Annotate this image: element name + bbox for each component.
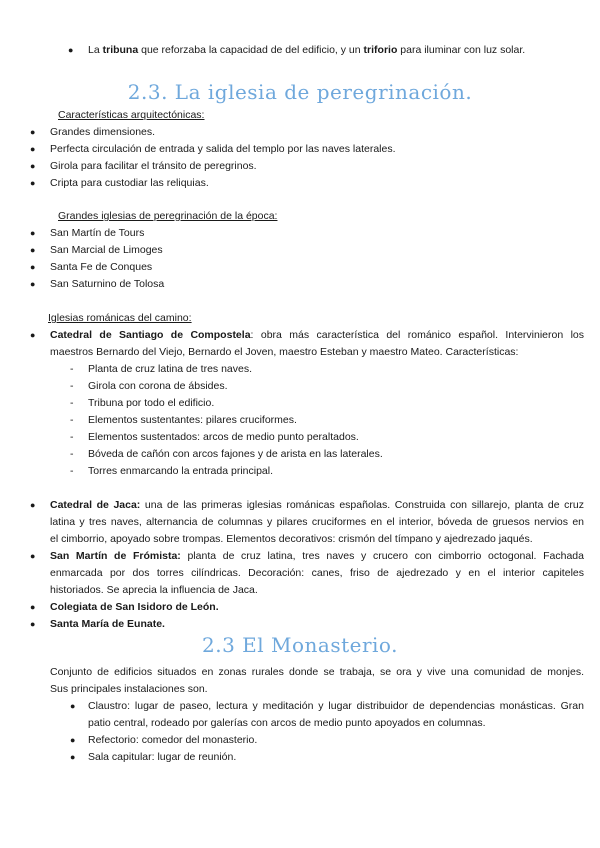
santiago-line-1: Catedral de Santiago de Compostela: obra más característica del románico español. Intervinieron los xyxy=(50,329,584,341)
monasterio-intro-1: Conjunto de edificios situados en zonas rurales donde se trabaja, se ora y vive una comunidad de monjes. xyxy=(50,666,584,678)
bullet-icon: ● xyxy=(70,735,76,745)
dash-icon: - xyxy=(70,448,74,460)
list-item: Torres enmarcando la entrada principal. xyxy=(88,465,274,477)
heading-iglesia-peregrinacion: 2.3. La iglesia de peregrinación. xyxy=(127,80,473,104)
monasterio-intro-2: Sus principales instalaciones son. xyxy=(50,683,208,695)
list-item: Cripta para custodiar las reliquias. xyxy=(50,177,209,189)
jaca-line-1: Catedral de Jaca: una de las primeras iglesias románicas españolas. Construida con sillarejo, planta de cruz xyxy=(50,499,584,511)
list-item: San Saturnino de Tolosa xyxy=(50,278,165,290)
list-item: San Martín de Tours xyxy=(50,227,145,239)
list-item: Perfecta circulación de entrada y salida del templo por las naves laterales. xyxy=(50,143,396,155)
bullet-icon: ● xyxy=(30,602,36,612)
jaca-line-2: latina y tres naves, alternancia de columnas y pilares cruciformes en el interior, bóveda de gruesos nervios en xyxy=(50,516,584,528)
bullet-icon: ● xyxy=(30,330,36,340)
dash-icon: - xyxy=(70,414,74,426)
sala-capitular-item: Sala capitular: lugar de reunión. xyxy=(88,751,237,763)
claustro-line-1: Claustro: lugar de paseo, lectura y meditación y lugar distribuidor de dependencias monásticas. Gran xyxy=(88,700,584,712)
list-item: Tribuna por todo el edificio. xyxy=(88,397,215,409)
bullet-icon: ● xyxy=(30,619,36,629)
list-item: Bóveda de cañón con arcos fajones y de arista en las laterales. xyxy=(88,448,383,460)
bullet-icon: ● xyxy=(30,127,36,137)
bullet-icon: ● xyxy=(30,551,36,561)
list-item: Girola para facilitar el tránsito de peregrinos. xyxy=(50,160,257,172)
dash-icon: - xyxy=(70,397,74,409)
bullet-icon: ● xyxy=(30,279,36,289)
bullet-icon: ● xyxy=(70,752,76,762)
dash-icon: - xyxy=(70,380,74,392)
santiago-line-2: maestros Bernardo del Viejo, Bernardo el Joven, maestro Esteban y maestro Mateo. Características: xyxy=(50,346,519,358)
bullet-icon: ● xyxy=(70,701,76,711)
list-item: Planta de cruz latina de tres naves. xyxy=(88,363,253,375)
dash-icon: - xyxy=(70,465,74,477)
dash-icon: - xyxy=(70,431,74,443)
eunate-item: Santa María de Eunate. xyxy=(50,618,165,630)
fromista-line-3: historiados. Se aprecia la influencia de Jaca. xyxy=(50,584,258,596)
bullet-icon: ● xyxy=(30,245,36,255)
list-item: Elementos sustentados: arcos de medio punto peraltados. xyxy=(88,431,359,443)
fromista-line-2: enmarcada por dos torres cilíndricas. Decoración: canes, friso de ajedrezado y en el interior capiteles xyxy=(50,567,584,579)
caracteristicas-title: Características arquitectónicas: xyxy=(58,109,205,121)
top-item-tribuna: La tribuna que reforzaba la capacidad de del edificio, y un triforio para iluminar con luz solar. xyxy=(88,44,526,56)
fromista-line-1: San Martín de Frómista: planta de cruz latina, tres naves y crucero con cimborrio octogonal. Fachada xyxy=(50,550,584,562)
list-item: Girola con corona de ábsides. xyxy=(88,380,228,392)
bullet-icon: ● xyxy=(68,45,74,55)
refectorio-item: Refectorio: comedor del monasterio. xyxy=(88,734,258,746)
isidoro-item: Colegiata de San Isidoro de León. xyxy=(50,601,219,613)
list-item: San Marcial de Limoges xyxy=(50,244,163,256)
bullet-icon: ● xyxy=(30,500,36,510)
heading-monasterio: 2.3 El Monasterio. xyxy=(202,633,398,657)
camino-title: Iglesias románicas del camino: xyxy=(48,312,192,324)
list-item: Santa Fe de Conques xyxy=(50,261,153,273)
bullet-icon: ● xyxy=(30,178,36,188)
jaca-line-3: el cimborrio, apoyado sobre trompas. Elementos decorativos: crismón del tímpano y ajedrezado jaqués. xyxy=(50,533,533,545)
dash-icon: - xyxy=(70,363,74,375)
bullet-icon: ● xyxy=(30,262,36,272)
bullet-icon: ● xyxy=(30,144,36,154)
list-item: Grandes dimensiones. xyxy=(50,126,156,138)
list-item: Elementos sustentantes: pilares cruciformes. xyxy=(88,414,297,426)
grandes-title: Grandes iglesias de peregrinación de la época: xyxy=(58,210,278,222)
bullet-icon: ● xyxy=(30,228,36,238)
bullet-icon: ● xyxy=(30,161,36,171)
claustro-line-2: patio central, rodeado por galerías con arcos de medio punto apoyados en columnas. xyxy=(88,717,486,729)
